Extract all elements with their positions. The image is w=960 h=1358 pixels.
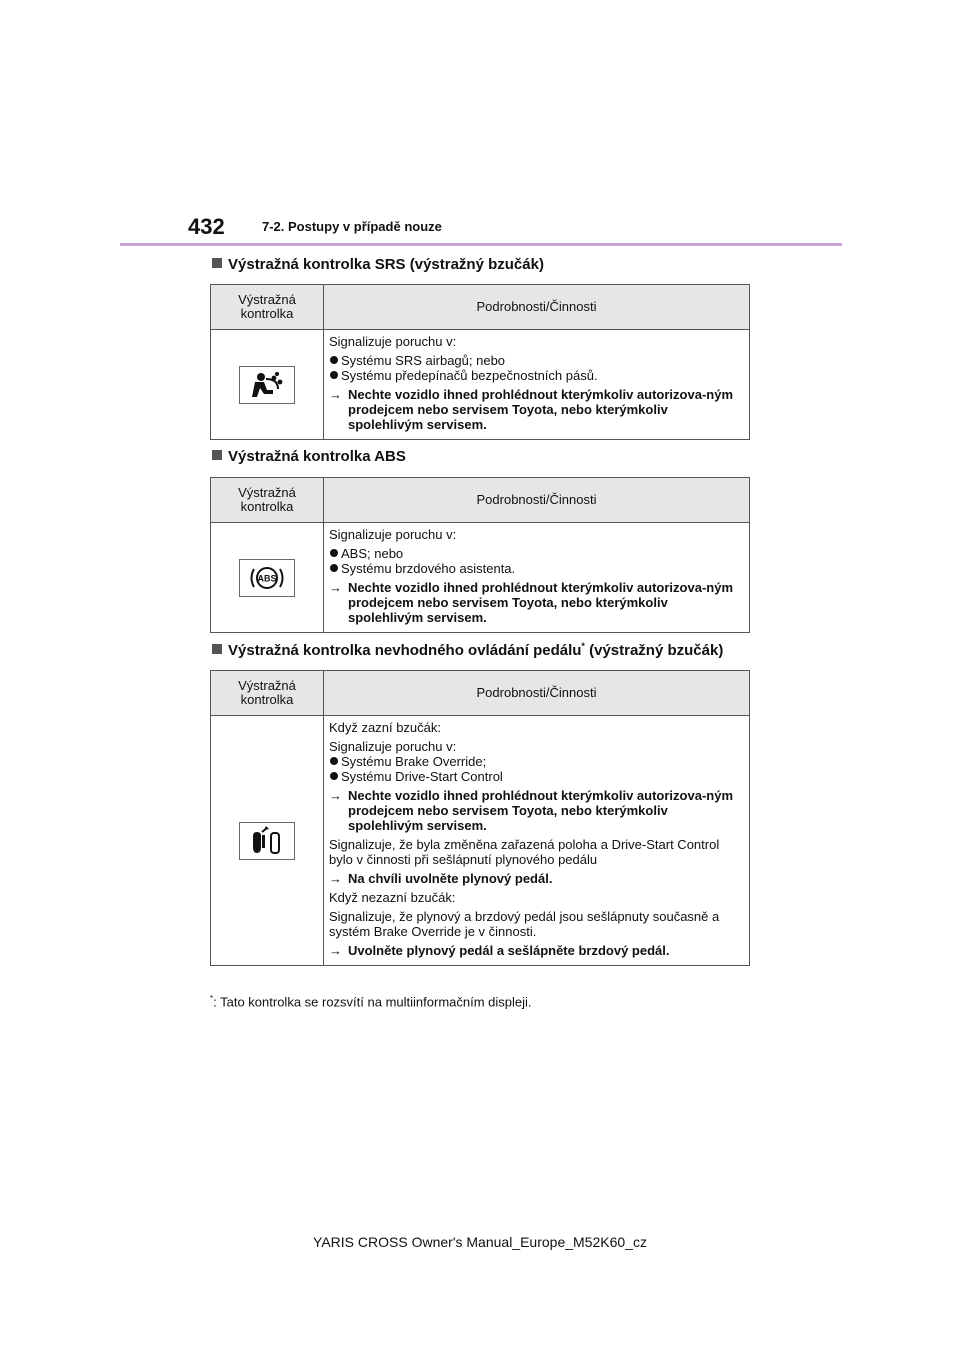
abs-table <box>210 477 750 633</box>
arrow-icon: → <box>329 788 342 803</box>
pedal-heading: Výstražná kontrolka nevhodného ovládání pedálu* (výstražný bzučák) <box>212 641 723 659</box>
table-row <box>211 523 750 633</box>
srs-table <box>210 284 750 440</box>
bullet-square <box>212 258 222 268</box>
column-header-indicator: Výstražná kontrolka <box>211 478 324 523</box>
pedal-heading-text: Výstražná kontrolka nevhodného ovládání pedálu <box>228 642 582 659</box>
detail-intro: Signalizuje poruchu v: <box>329 527 457 542</box>
column-header-indicator: Výstražná kontrolka <box>211 285 324 330</box>
abs-heading <box>212 448 406 465</box>
buzzer-on-label: Když zazní bzučák: <box>329 720 441 735</box>
table-header-row <box>211 671 750 716</box>
column-header-details: Podrobnosti/Činnosti <box>324 285 750 330</box>
list-item: Systému Brake Override; <box>329 754 741 769</box>
list-item: ABS; nebo <box>329 546 741 561</box>
action-text: → Nechte vozidlo ihned prohlédnout kterýmkoliv autorizova-ným prodejcem nebo servisem Toyota, nebo kterýmkoliv spolehlivým servisem. <box>329 580 733 625</box>
page-footer: YARIS CROSS Owner's Manual_Europe_M52K60_cz <box>313 1234 647 1250</box>
table-row <box>211 716 750 966</box>
action-text: → Uvolněte plynový pedál a sešlápněte brzdový pedál. <box>329 943 670 958</box>
srs-heading-text: Výstražná kontrolka SRS (výstražný bzučák) <box>228 256 544 273</box>
list-item: Systému brzdového asistenta. <box>329 561 741 576</box>
arrow-icon: → <box>329 387 342 402</box>
table-row <box>211 330 750 440</box>
table-header-row <box>211 285 750 330</box>
column-header-details: Podrobnosti/Činnosti <box>324 478 750 523</box>
arrow-icon: → <box>329 580 342 595</box>
detail-intro: Signalizuje poruchu v: <box>329 739 457 754</box>
action-text: → Na chvíli uvolněte plynový pedál. <box>329 871 553 886</box>
section-title: 7-2. Postupy v případě nouze <box>262 219 442 234</box>
column-header-details: Podrobnosti/Činnosti <box>324 671 750 716</box>
srs-heading <box>212 256 544 273</box>
icon-cell <box>211 523 324 633</box>
detail-intro: Signalizuje poruchu v: <box>329 334 457 349</box>
detail-cell <box>324 716 750 966</box>
footnote <box>210 994 532 1009</box>
arrow-icon: → <box>329 871 342 886</box>
pedal-misoperation-warning-icon <box>239 822 295 860</box>
page-number: 432 <box>188 214 225 239</box>
action-text: → Nechte vozidlo ihned prohlédnout kterýmkoliv autorizova-ným prodejcem nebo servisem Toyota, nebo kterýmkoliv spolehlivým servisem. <box>329 387 733 432</box>
column-header-indicator: Výstražná kontrolka <box>211 671 324 716</box>
bullet-square <box>212 450 222 460</box>
abs-heading-text: Výstražná kontrolka ABS <box>228 448 406 465</box>
footnote-text: : Tato kontrolka se rozsvítí na multiinformačním displeji. <box>213 994 532 1010</box>
detail-cell <box>324 523 750 633</box>
list-item: Systému předepínačů bezpečnostních pásů. <box>329 368 741 383</box>
detail-cell <box>324 330 750 440</box>
svg-text:ABS: ABS <box>257 573 277 583</box>
icon-cell <box>211 330 324 440</box>
buzzer-off-label: Když nezazní bzučák: <box>329 890 456 905</box>
abs-warning-icon <box>239 559 295 597</box>
header-rule <box>120 243 842 246</box>
srs-airbag-warning-icon <box>239 366 295 404</box>
both-pedals-text: Signalizuje, že plynový a brzdový pedál jsou sešlápnuty současně a systém Brake Override je v činnosti. <box>329 909 720 939</box>
footnote-mark: * <box>210 994 214 1003</box>
pedal-table <box>210 670 750 966</box>
table-header-row <box>211 478 750 523</box>
arrow-icon: → <box>329 943 342 958</box>
bullet-square <box>212 644 222 654</box>
list-item: Systému Drive-Start Control <box>329 769 741 784</box>
shift-text: Signalizuje, že byla změněna zařazená poloha a Drive-Start Control bylo v činnosti při sešlápnutí plynového pedálu <box>329 837 720 867</box>
footnote-mark: * <box>581 641 585 651</box>
action-text: → Nechte vozidlo ihned prohlédnout kterýmkoliv autorizova-ným prodejcem nebo servisem Toyota, nebo kterýmkoliv spolehlivým servisem. <box>329 788 733 833</box>
icon-cell <box>211 716 324 966</box>
list-item: Systému SRS airbagů; nebo <box>329 353 741 368</box>
